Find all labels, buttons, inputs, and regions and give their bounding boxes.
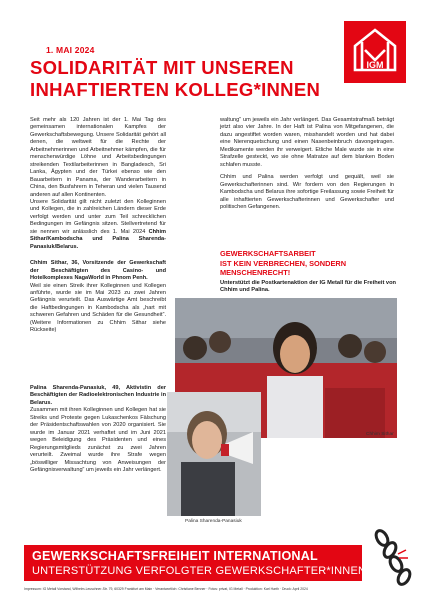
page-title: [30, 57, 340, 101]
callout-line-3: MENSCHENRECHT!: [220, 268, 291, 277]
megaphone-protest-image: [167, 392, 261, 516]
svg-text:IGM: IGM: [366, 60, 384, 70]
left-column: [30, 117, 166, 335]
chhim-body: Weil sie einen Streik ihrer Kolleginnen und Kollegen anführte, wurde sie im Mai 2023 zu zwei Jahren Gefängnis verurteilt. Das Auswärtige Amt beschreibt die Haftbedingungen in Kambodscha als „hart mit schweren Gefahren und Schäden für die Gesundheit“. (Weitere Informationen zu Chhim Sithar siehe Rückseite): [30, 282, 166, 334]
footer-banner: [24, 545, 367, 581]
solidarity-text: Unsere Solidarität gilt nicht zuletzt den Kolleginnen und Kollegen, die in zahlreichen Ländern dieser Erde verfolgt werden und unter zum Teil schrecklichen Bedingungen im Gefängnis sitzen. Stellvertretend für sie nennen wir anlässlich des 1. Mai 2024: [30, 198, 166, 235]
photo-palina: [167, 392, 261, 516]
banner-title: GEWERKSCHAFTSFREIHEIT INTERNATIONAL: [32, 549, 318, 563]
publication-date: 1. MAI 2024: [46, 45, 95, 55]
intro-paragraph: Seit mehr als 120 Jahren ist der 1. Mai Tag des gemeinsamen internationalen Kampfes der Gewerkschaftsbewegung. Unsere Solidarität gehört all denen, die weltweit für die Rechte der Arbeitnehmerinnen und Arbeitnehmer kämpfen, die für menschenwürdige Löhne und Arbeitsbedingungen streikenden Textilarbeiterinnen in Bangladesch, Sri Lanka, Ägypten und der Türkei ebenso wie den Bauarbeitern in Panama, der Wanderarbeitern in China, den Busfahrern in Teheran und vielen Tausend anderen auf allen Kontinenten.: [30, 117, 166, 198]
palina-body: Zusammen mit ihren Kolleginnen und Kollegen hat sie Streiks und Proteste gegen Lukaschenkos Fälschung der Präsidentschaftswahlen von 2020 organisiert. Sie wurde im Januar 2021 verhaftet und im Juni 2021 wegen Beleidigung des Präsidenten und eines Regierungsmitglieds zunächst zu zwei Jahren verurteilt. Zweimal wurde ihre Strafe wegen „böswilliger Missachtung von Anweisungen der Gefängnisverwaltung“ um jeweils ein Jahr verlängert.: [30, 407, 166, 473]
ig-metall-logo: [344, 21, 406, 83]
broken-chain-icon: [368, 528, 416, 586]
palina-heading: Palina Sharenda-Panasiuk, 49, Aktivistin der Beschäftigten der Radioelektronischen Industrie in Belarus.: [30, 385, 166, 406]
callout-box: [220, 249, 398, 295]
demand-paragraph: Chhim und Palina werden verfolgt und gequält, weil sie Gewerkschafterinnen sind. Wir fordern von den Regierungen in Kambodscha und Belarus ihre sofortige Freilassung sowie Freiheit für alle inhaftierten Gewerkschafterinnen und Gewerkschafter und politischen Gefangenen.: [220, 174, 394, 210]
banner-subtitle: UNTERSTÜTZUNG VERFOLGTER GEWERKSCHAFTER*INNEN: [32, 565, 367, 577]
left-column-lower: [30, 385, 166, 474]
solidarity-names: Chhim Sithar/Kambodscha und Palina Sharenda-Panasiuk/Belarus.: [30, 228, 166, 250]
ig-metall-logo-icon: [349, 26, 401, 78]
title-line-1: SOLIDARITÄT MIT UNSEREN: [30, 57, 294, 78]
callout-line-2: IST KEIN VERBRECHEN, SONDERN: [220, 258, 347, 268]
callout-subtext: Unterstützt die Postkartenaktion der IG Metall für die Freiheit von Chhim und Palina.: [220, 279, 397, 294]
solidarity-paragraph: [30, 199, 166, 251]
title-line-2: INHAFTIERTEN KOLLEG*INNEN: [30, 79, 321, 100]
caption-chhim: Chhim Sithar: [366, 432, 394, 437]
continuation-paragraph: waltung“ um jeweils ein Jahr verlängert. Das Gesamtstrafmaß beträgt jetzt also vier Jahre. In der Haft ist Palina von Mitgefangenen, die dazu angestiftet worden waren, misshandelt worden und hat dabei eine Nierenquetschung und einen Nasenbeinbruch davongetragen. Medikamente werden ihr verweigert. Etliche Male wurde sie in eine Strafzelle gesteckt, wo sie ohne Matratze auf dem blanken Boden schlafen musste.: [220, 117, 394, 168]
callout-line-1: GEWERKSCHAFTSARBEIT: [220, 249, 316, 258]
imprint: Impressum: IG Metall Vorstand, Wilhelm-Leuschner-Str. 79, 60329 Frankfurt am Main · Verantwortlich: Christiane Benner · Fotos: privat, IG Metall · Produktion: Karl Harth · Druck: April 2024: [24, 587, 308, 591]
caption-palina: Palina Sharenda-Panasiuk: [185, 519, 242, 524]
right-column: [220, 117, 394, 211]
chhim-heading: Chhim Sithar, 36, Vorsitzende der Gewerkschaft der Beschäftigten des Casino- und Hotelkomplexes NagaWorld in Phnom Penh.: [30, 260, 166, 282]
